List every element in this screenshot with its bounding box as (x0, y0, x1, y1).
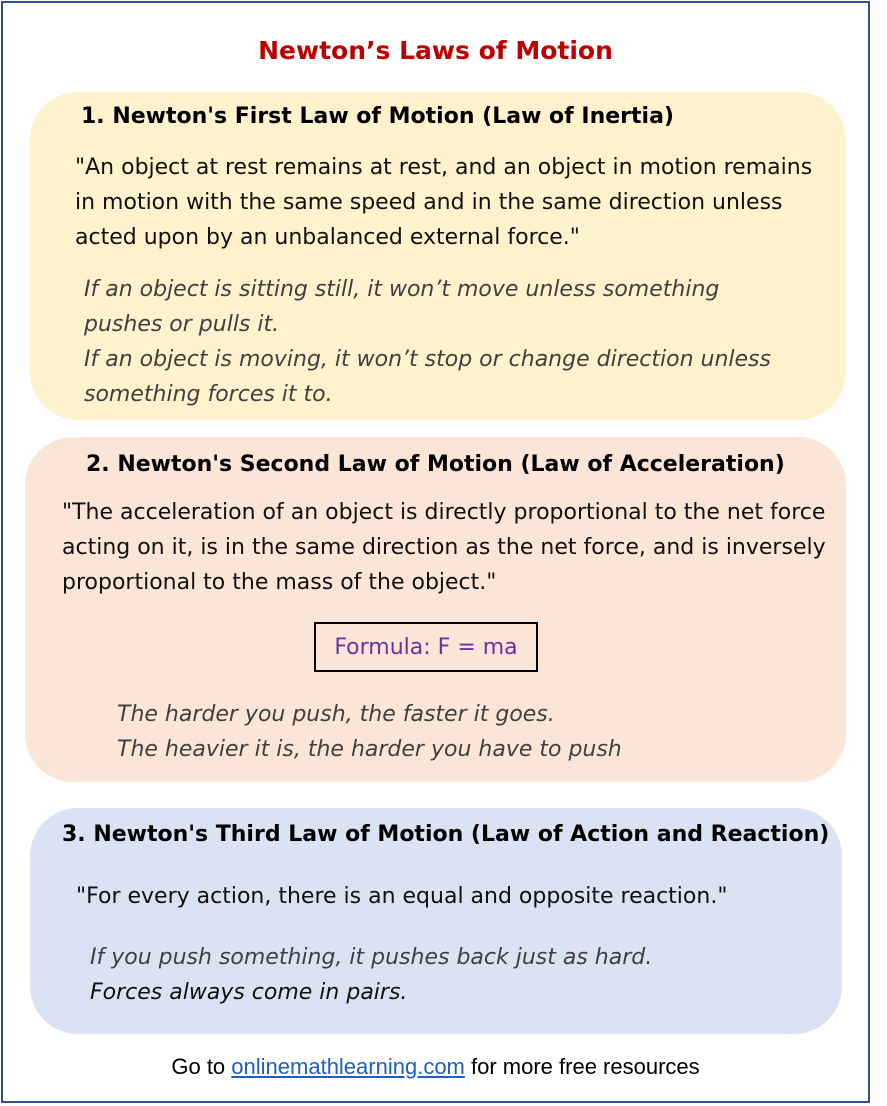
law1-quote: "An object at rest remains at rest, and an object in motion remains in motion with the same speed and in the same direction unless acted upon by an unbalanced external force." (75, 155, 813, 250)
law1-explanation-line: If an object is moving, it won’t stop or change direction unless (84, 347, 771, 372)
law3-explanation-line: Forces always come in pairs. (90, 980, 408, 1005)
footer (0, 1054, 871, 1080)
law3-heading: 3. Newton's Third Law of Motion (Law of Action and Reaction) (62, 822, 830, 847)
law2-quote: "The acceleration of an object is directly proportional to the net force acting on it, is in the same direction as the net force, and is inversely proportional to the mass of the object." (62, 500, 826, 595)
law2-explanation-line: The harder you push, the faster it goes. (117, 702, 555, 727)
law1-explanation-line: pushes or pulls it. (84, 312, 280, 337)
footer-suffix: for more free resources (471, 1054, 700, 1079)
law1-explanation-line: If an object is sitting still, it won’t move unless something (84, 277, 720, 302)
page-title: Newton’s Laws of Motion (258, 36, 613, 65)
law3-explanation-line: If you push something, it pushes back just as hard. (90, 945, 653, 970)
law2-explanation (117, 697, 622, 767)
footer-link[interactable]: onlinemathlearning.com (231, 1054, 465, 1079)
law1-explanation (84, 272, 771, 412)
law2-heading: 2. Newton's Second Law of Motion (Law of Acceleration) (86, 452, 785, 477)
formula-box: Formula: F = ma (314, 622, 538, 672)
footer-prefix: Go to (171, 1054, 226, 1079)
law1-explanation-line: something forces it to. (84, 382, 333, 407)
law1-heading: 1. Newton's First Law of Motion (Law of Inertia) (81, 104, 674, 129)
law3-quote: "For every action, there is an equal and opposite reaction." (76, 884, 728, 909)
law2-explanation-line: The heavier it is, the harder you have to push (117, 737, 622, 762)
law3-explanation (90, 940, 652, 1010)
